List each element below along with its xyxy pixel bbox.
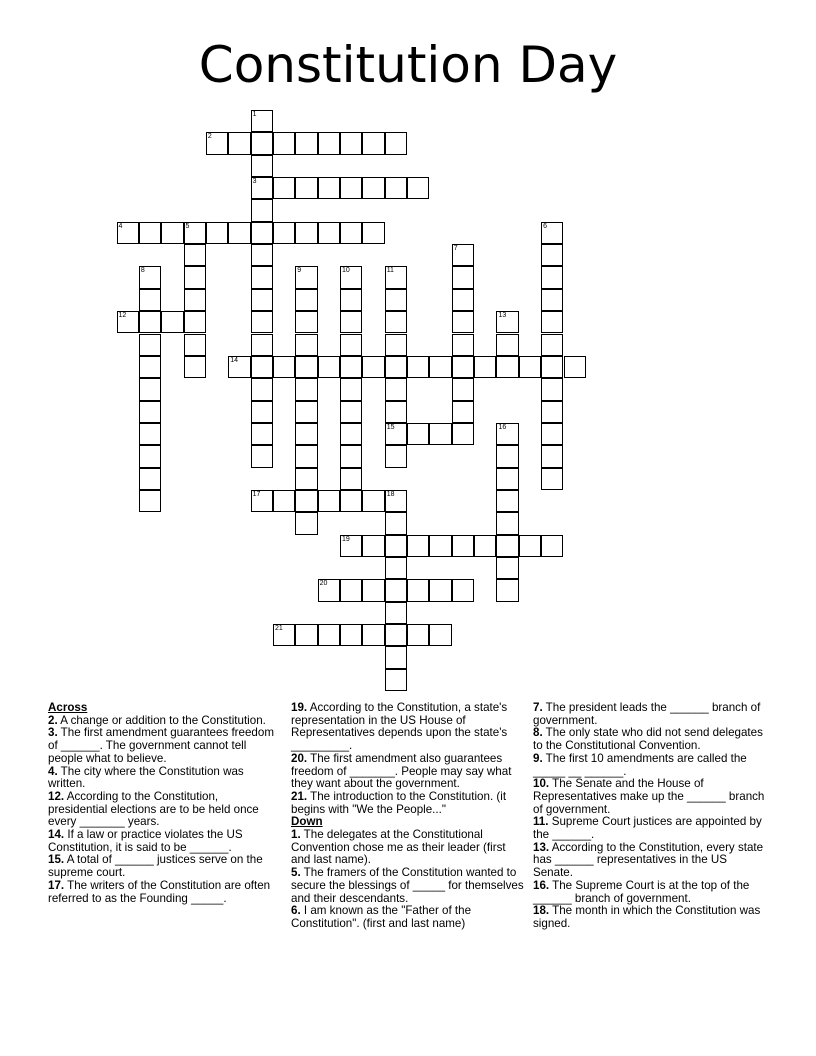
clue-number: 17 <box>252 490 261 498</box>
grid-cell[interactable] <box>295 423 317 445</box>
grid-cell[interactable] <box>541 311 563 333</box>
clue-text: According to the Constitution, presidential elections are to be held once every _______ years. <box>48 789 259 829</box>
grid-cell[interactable] <box>295 490 317 512</box>
clue-number: 9 <box>297 267 302 275</box>
grid-cell[interactable] <box>139 222 161 244</box>
grid-cell[interactable] <box>407 356 429 378</box>
clue-item <box>48 854 280 879</box>
clue-num: 10. <box>533 777 550 791</box>
grid-cell[interactable] <box>139 334 161 356</box>
grid-cell[interactable] <box>251 311 273 333</box>
grid-cell[interactable] <box>295 512 317 534</box>
grid-cell[interactable] <box>318 579 340 601</box>
grid-cell[interactable] <box>251 155 273 177</box>
clue-item <box>48 766 280 791</box>
grid-cell[interactable] <box>385 356 407 378</box>
grid-cell[interactable] <box>295 266 317 288</box>
grid-cell[interactable] <box>496 512 518 534</box>
grid-cell[interactable] <box>452 378 474 400</box>
grid-cell[interactable] <box>452 244 474 266</box>
clue-number: 3 <box>252 178 257 186</box>
grid-cell[interactable] <box>340 222 362 244</box>
grid-cell[interactable] <box>407 423 429 445</box>
grid-cell[interactable] <box>161 222 183 244</box>
grid-cell[interactable] <box>362 490 384 512</box>
clue-number: 8 <box>140 267 145 275</box>
grid-cell[interactable] <box>251 445 273 467</box>
clue-text: The only state who did not send delegates to the Constitutional Convention. <box>533 726 763 753</box>
grid-cell[interactable] <box>251 110 273 132</box>
grid-cell[interactable] <box>496 311 518 333</box>
grid-cell[interactable] <box>139 468 161 490</box>
clue-number: 19 <box>342 535 350 543</box>
clue-num: 14. <box>48 828 65 842</box>
clue-item <box>48 727 280 765</box>
clue-item <box>533 727 769 752</box>
grid-cell[interactable] <box>385 266 407 288</box>
grid-cell[interactable] <box>139 311 161 333</box>
clue-item <box>291 829 527 867</box>
grid-cell[interactable] <box>340 401 362 423</box>
clue-text: The first amendment guarantees freedom of ______. The government cannot tell people what to believe. <box>48 726 274 765</box>
grid-cell[interactable] <box>385 445 407 467</box>
grid-cell[interactable] <box>541 289 563 311</box>
clue-num: 16. <box>533 878 550 892</box>
grid-cell[interactable] <box>273 624 295 646</box>
clue-num: 15. <box>48 853 65 867</box>
grid-cell[interactable] <box>318 624 340 646</box>
grid-cell[interactable] <box>340 423 362 445</box>
clue-num: 19. <box>291 701 308 714</box>
clue-num: 4. <box>48 764 58 778</box>
grid-cell[interactable] <box>541 244 563 266</box>
grid-cell[interactable] <box>519 535 541 557</box>
clue-num: 3. <box>48 726 58 740</box>
grid-cell[interactable] <box>228 222 250 244</box>
grid-cell[interactable] <box>251 378 273 400</box>
clue-num: 17. <box>48 878 65 892</box>
grid-cell[interactable] <box>273 132 295 154</box>
grid-cell[interactable] <box>251 199 273 221</box>
clue-number: 15 <box>386 423 395 431</box>
grid-cell[interactable] <box>385 311 407 333</box>
grid-cell[interactable] <box>295 289 317 311</box>
grid-cell[interactable] <box>362 356 384 378</box>
clue-text: The city where the Constitution was written. <box>48 764 244 791</box>
grid-cell[interactable] <box>340 624 362 646</box>
grid-cell[interactable] <box>452 356 474 378</box>
clue-item <box>533 880 769 905</box>
grid-cell[interactable] <box>429 423 451 445</box>
grid-cell[interactable] <box>340 266 362 288</box>
grid-cell[interactable] <box>496 356 518 378</box>
grid-cell[interactable] <box>541 334 563 356</box>
grid-cell[interactable] <box>251 490 273 512</box>
grid-cell[interactable] <box>139 401 161 423</box>
grid-cell[interactable] <box>251 334 273 356</box>
grid-cell[interactable] <box>295 378 317 400</box>
grid-cell[interactable] <box>362 177 384 199</box>
grid-cell[interactable] <box>496 468 518 490</box>
grid-cell[interactable] <box>117 311 139 333</box>
grid-cell[interactable] <box>564 356 586 378</box>
grid-cell[interactable] <box>206 132 228 154</box>
grid-cell[interactable] <box>407 535 429 557</box>
clue-number: 6 <box>543 222 548 230</box>
grid-cell[interactable] <box>117 222 139 244</box>
grid-cell[interactable] <box>184 334 206 356</box>
grid-cell[interactable] <box>519 356 541 378</box>
clue-text: The president leads the ______ branch of government. <box>533 701 761 727</box>
clue-num: 18. <box>533 904 550 918</box>
clue-item <box>533 842 769 880</box>
page-title: Constitution Day <box>198 36 618 94</box>
grid-cell[interactable] <box>251 423 273 445</box>
grid-cell[interactable] <box>496 557 518 579</box>
grid-cell[interactable] <box>340 356 362 378</box>
clue-num: 20. <box>291 751 308 765</box>
grid-cell[interactable] <box>407 624 429 646</box>
clue-number: 16 <box>498 423 507 431</box>
grid-cell[interactable] <box>295 356 317 378</box>
grid-cell[interactable] <box>541 266 563 288</box>
grid-cell[interactable] <box>496 579 518 601</box>
clue-item <box>533 905 769 930</box>
grid-cell[interactable] <box>362 579 384 601</box>
grid-cell[interactable] <box>228 132 250 154</box>
clue-number: 13 <box>498 312 507 320</box>
grid-cell[interactable] <box>474 356 496 378</box>
grid-cell[interactable] <box>295 311 317 333</box>
grid-cell[interactable] <box>385 602 407 624</box>
grid-cell[interactable] <box>184 222 206 244</box>
grid-cell[interactable] <box>496 423 518 445</box>
grid-cell[interactable] <box>273 490 295 512</box>
across-heading: Across <box>48 701 88 714</box>
grid-cell[interactable] <box>385 334 407 356</box>
grid-cell[interactable] <box>452 423 474 445</box>
grid-cell[interactable] <box>318 177 340 199</box>
grid-cell[interactable] <box>429 356 451 378</box>
grid-cell[interactable] <box>251 177 273 199</box>
grid-cell[interactable] <box>496 445 518 467</box>
clue-number: 10 <box>342 267 350 275</box>
grid-cell[interactable] <box>139 445 161 467</box>
clue-text: The Supreme Court is at the top of the ______ branch of government. <box>533 878 750 905</box>
grid-cell[interactable] <box>385 535 407 557</box>
grid-cell[interactable] <box>541 378 563 400</box>
grid-cell[interactable] <box>496 535 518 557</box>
grid-cell[interactable] <box>362 535 384 557</box>
grid-cell[interactable] <box>385 579 407 601</box>
clue-text: The month in which the Constitution was signed. <box>533 904 761 930</box>
grid-cell[interactable] <box>340 535 362 557</box>
grid-cell[interactable] <box>362 222 384 244</box>
grid-cell[interactable] <box>295 222 317 244</box>
grid-cell[interactable] <box>340 490 362 512</box>
clue-number: 12 <box>118 312 127 320</box>
clue-text: A change or addition to the Constitution. <box>57 713 266 727</box>
grid-cell[interactable] <box>452 311 474 333</box>
clue-num: 1. <box>291 828 301 842</box>
grid-cell[interactable] <box>318 490 340 512</box>
clue-item <box>291 905 527 930</box>
grid-cell[interactable] <box>385 512 407 534</box>
clue-text: The framers of the Constitution wanted to secure the blessings of _____ for themselves and their descendants. <box>291 866 524 905</box>
grid-cell[interactable] <box>139 378 161 400</box>
grid-cell[interactable] <box>385 378 407 400</box>
clue-text: The delegates at the Constitutional Convention chose me as their leader (first and last name). <box>291 828 506 867</box>
clue-number: 21 <box>274 625 283 633</box>
grid-cell[interactable] <box>139 490 161 512</box>
grid-cell[interactable] <box>340 445 362 467</box>
grid-cell[interactable] <box>541 535 563 557</box>
clue-num: 11. <box>533 815 549 829</box>
grid-cell[interactable] <box>184 289 206 311</box>
grid-cell[interactable] <box>139 266 161 288</box>
grid-cell[interactable] <box>184 311 206 333</box>
grid-cell[interactable] <box>496 490 518 512</box>
clue-column-2 <box>291 702 527 931</box>
grid-cell[interactable] <box>340 378 362 400</box>
clue-item <box>48 880 280 905</box>
clue-column-3 <box>533 702 769 931</box>
down-heading: Down <box>291 815 323 829</box>
grid-cell[interactable] <box>340 177 362 199</box>
grid-cell[interactable] <box>496 334 518 356</box>
grid-cell[interactable] <box>362 624 384 646</box>
clue-column-1 <box>48 702 280 905</box>
clue-item <box>291 867 527 905</box>
clue-item <box>533 778 769 816</box>
clue-number: 7 <box>453 245 458 253</box>
clue-text: The Senate and the House of Representatives make up the ______ branch of government. <box>533 777 765 816</box>
grid-cell[interactable] <box>429 624 451 646</box>
clue-item <box>291 702 527 753</box>
clue-text: The first amendment also guarantees freedom of _______. People may say what they want about the government. <box>291 751 512 791</box>
clue-text: I am known as the "Father of the Constitution". (first and last name) <box>291 904 472 930</box>
grid-cell[interactable] <box>251 266 273 288</box>
grid-cell[interactable] <box>385 624 407 646</box>
grid-cell[interactable] <box>251 356 273 378</box>
grid-cell[interactable] <box>228 356 250 378</box>
grid-cell[interactable] <box>429 535 451 557</box>
grid-cell[interactable] <box>385 177 407 199</box>
grid-cell[interactable] <box>385 557 407 579</box>
grid-cell[interactable] <box>385 132 407 154</box>
clue-num: 6. <box>291 904 301 918</box>
grid-cell[interactable] <box>385 401 407 423</box>
grid-cell[interactable] <box>407 579 429 601</box>
grid-cell[interactable] <box>295 401 317 423</box>
grid-cell[interactable] <box>139 423 161 445</box>
grid-cell[interactable] <box>139 356 161 378</box>
clue-item <box>291 791 527 816</box>
grid-cell[interactable] <box>340 289 362 311</box>
grid-cell[interactable] <box>295 468 317 490</box>
clue-num: 8. <box>533 726 543 740</box>
clue-number: 5 <box>185 222 190 230</box>
grid-cell[interactable] <box>340 468 362 490</box>
grid-cell[interactable] <box>161 311 183 333</box>
grid-cell[interactable] <box>452 334 474 356</box>
grid-cell[interactable] <box>273 356 295 378</box>
grid-cell[interactable] <box>184 244 206 266</box>
grid-cell[interactable] <box>541 401 563 423</box>
clue-num: 13. <box>533 840 550 854</box>
clue-number: 11 <box>386 267 394 275</box>
grid-cell[interactable] <box>541 356 563 378</box>
grid-cell[interactable] <box>340 334 362 356</box>
clue-text: The introduction to the Constitution. (it begins with "We the People..." <box>291 789 507 816</box>
clue-item <box>48 829 280 854</box>
grid-cell[interactable] <box>251 244 273 266</box>
grid-cell[interactable] <box>184 356 206 378</box>
clue-num: 2. <box>48 713 58 727</box>
grid-cell[interactable] <box>251 401 273 423</box>
grid-cell[interactable] <box>318 356 340 378</box>
grid-cell[interactable] <box>452 401 474 423</box>
clue-number: 14 <box>230 356 239 364</box>
clue-num: 7. <box>533 701 543 714</box>
grid-cell[interactable] <box>452 535 474 557</box>
grid-cell[interactable] <box>295 334 317 356</box>
clue-text: A total of ______ justices serve on the supreme court. <box>48 853 263 880</box>
clue-num: 5. <box>291 866 301 880</box>
grid-cell[interactable] <box>385 490 407 512</box>
clue-text: The first 10 amendments are called the _____ __ ______. <box>533 751 747 778</box>
clue-text: If a law or practice violates the US Constitution, it is said to be ______. <box>48 828 243 854</box>
grid-cell[interactable] <box>541 445 563 467</box>
clue-text: The writers of the Constitution are often referred to as the Founding _____. <box>48 878 271 905</box>
clue-item <box>48 791 280 829</box>
clue-item <box>533 702 769 727</box>
clue-item <box>533 816 769 841</box>
grid-cell[interactable] <box>452 289 474 311</box>
grid-cell[interactable] <box>541 468 563 490</box>
grid-cell[interactable] <box>139 289 161 311</box>
grid-cell[interactable] <box>541 423 563 445</box>
grid-cell[interactable] <box>385 423 407 445</box>
clue-number: 4 <box>118 222 123 230</box>
clue-num: 21. <box>291 789 308 803</box>
clue-text: Supreme Court justices are appointed by the ______. <box>533 815 762 842</box>
clue-number: 2 <box>207 133 212 141</box>
clue-item <box>291 753 527 791</box>
grid-cell[interactable] <box>318 132 340 154</box>
grid-cell[interactable] <box>385 669 407 691</box>
grid-cell[interactable] <box>340 311 362 333</box>
grid-cell[interactable] <box>295 132 317 154</box>
clue-number: 20 <box>319 580 328 588</box>
grid-cell[interactable] <box>318 222 340 244</box>
grid-cell[interactable] <box>452 266 474 288</box>
grid-cell[interactable] <box>295 177 317 199</box>
clue-num: 12. <box>48 789 65 803</box>
grid-cell[interactable] <box>251 132 273 154</box>
grid-cell[interactable] <box>273 177 295 199</box>
grid-cell[interactable] <box>251 289 273 311</box>
grid-cell[interactable] <box>273 222 295 244</box>
clue-number: 1 <box>252 111 257 118</box>
grid-cell[interactable] <box>251 222 273 244</box>
grid-cell[interactable] <box>295 624 317 646</box>
clue-item <box>533 753 769 778</box>
clue-text: According to the Constitution, every state has ______ representatives in the US Senate. <box>533 840 764 880</box>
grid-cell[interactable] <box>385 289 407 311</box>
grid-cell[interactable] <box>452 579 474 601</box>
grid-cell[interactable] <box>340 132 362 154</box>
grid-cell[interactable] <box>362 132 384 154</box>
grid-cell[interactable] <box>295 445 317 467</box>
grid-cell[interactable] <box>474 535 496 557</box>
grid-cell[interactable] <box>385 646 407 668</box>
grid-cell[interactable] <box>206 222 228 244</box>
grid-cell[interactable] <box>184 266 206 288</box>
grid-cell[interactable] <box>407 177 429 199</box>
clue-num: 9. <box>533 751 543 765</box>
clue-number: 18 <box>386 490 395 498</box>
clue-text: According to the Constitution, a state's representation in the US House of Representatives depends upon the state's _________. <box>291 701 508 753</box>
grid-cell[interactable] <box>340 579 362 601</box>
grid-cell[interactable] <box>541 222 563 244</box>
grid-cell[interactable] <box>429 579 451 601</box>
